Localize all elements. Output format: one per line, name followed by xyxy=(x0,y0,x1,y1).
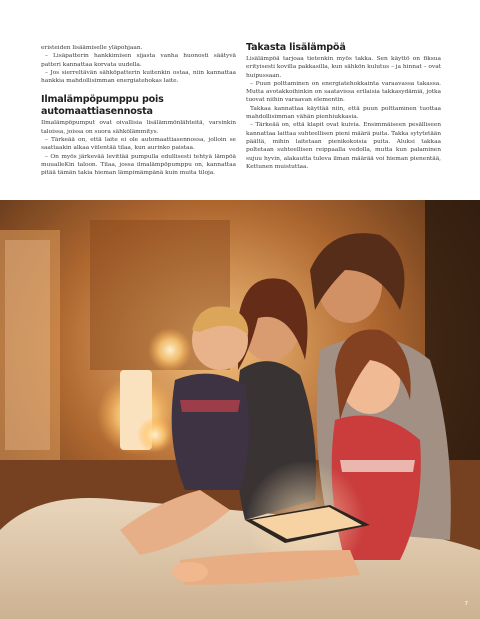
right-column xyxy=(246,44,441,171)
section-heading-fireplace: Takasta lisälämpöä xyxy=(246,42,346,53)
heatpump-paragraph-2: – Tärkeää on, että laite ei ole automaattiasennossa, jolloin se saattaakin alkaa viilentää tilaa, kun aurinko paistaa. xyxy=(41,137,236,152)
heatpump-paragraph-3: – On myös järkevää levittää pumpulla edullisesti tehtyä lämpöä muualleKin taloon. Tilaa, jossa ilmalämpöpumppu on, kannattaa pitää tämän takia hieman lämpimämpänä kuin muita tiloja. xyxy=(41,153,236,177)
family-photo xyxy=(0,200,480,619)
intro-line-3: – Jos sierreltävän sähköpatterin kuitenkin ostaa, niin kannattaa hankkia mahdollisimman energiatehokas laite. xyxy=(41,69,236,85)
page-number: 7 xyxy=(464,601,468,607)
fireplace-paragraph-3: Takkaa kannattaa käyttää niin, että puun polttaminen tuottaa mahdollisimman vähän pienhiukkasia. xyxy=(246,105,441,121)
section-heading-heatpump: Ilmalämpöpumppu pois automaattiasennosta xyxy=(41,94,164,118)
left-column xyxy=(41,44,236,178)
intro-line-1: eristeiden lisäämiselle yläpohjaan. xyxy=(41,45,143,51)
heatpump-paragraph-1: Ilmalämpöpumput ovat oivallisia lisälämmönlähteitä, varsinkin taloissa, joissa on suora sähkölämmitys. xyxy=(41,120,236,135)
fireplace-paragraph-1: Lisälämpöä tarjoaa tietenkin myös takka. Sen käyttö on fiksua erityisesti kovilla pakkasilla, kun sähkön kulutus – ja hinnat – ovat huipussaan. xyxy=(246,56,441,79)
fireplace-paragraph-2: – Puun polttaminen on energiatehokkainta varaavassa takassa. Mutta avotakkoihinkin on saatavissa erilaisia takkasydämiä, jotka tuovat niihin varaavan elementin. xyxy=(246,80,441,104)
intro-line-2: – Lisäpatterin hankkimisen sijasta vanha huonosti säätyvä patteri kannattaa korvata uudella. xyxy=(41,53,236,68)
fireplace-paragraph-4: – Tärkeää on, että klapit ovat kuivia. Ensimmäiseen pesälliseen kannattaa laittaa suhteellisen pieni määrä puita. Takka sytytetään päältä, mihin laitetaan pienikokoisia puita. Aluksi takkaa poltetaan suhteellisen reippaalla vedolla, mutta kun palaminen sujuu hyvin, alakautta tuleva ilman määrää voi hieman pienentää, Kettunen muistuttaa. xyxy=(246,122,441,170)
